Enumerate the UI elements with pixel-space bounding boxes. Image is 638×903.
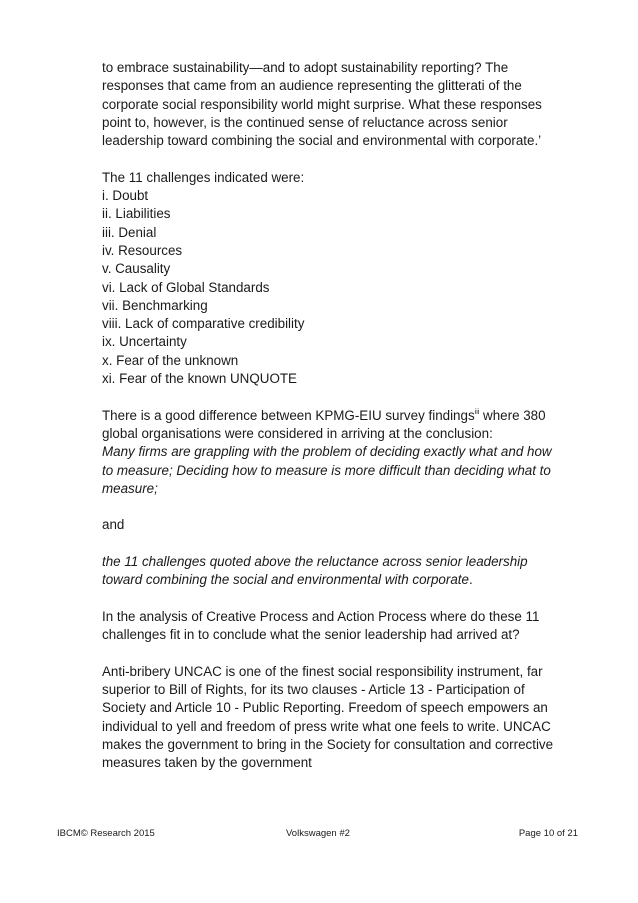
kpmg-text-b: where 380 global organisations were considered in arriving at the conclusion: [102,407,546,441]
challenge-item: i. Doubt [102,188,149,204]
challenge-item: vii. Benchmarking [102,297,208,313]
paragraph-uncac: Anti-bribery UNCAC is one of the finest social responsibility instrument, far superior to Bill of Rights, for its two clauses - Article 13 - Participation of Society and Article 10 - Public Reporting. Freedom of speech empowers an individual to yell and freedom of press write what one feels to write. UNCAC makes the government to bring in the Society for consultation and corrective measures taken by the government [102,663,554,771]
challenge-item: iv. Resources [102,242,183,258]
spacer [102,150,554,168]
spacer [102,535,554,553]
challenge-item: v. Causality [102,261,171,277]
period: . [468,572,473,588]
paragraph-analysis: In the analysis of Creative Process and Action Process where do these 11 challenges fit in to conclude what the senior leadership had arrived at? [102,608,540,643]
challenges-heading: The 11 challenges indicated were: [102,169,305,185]
challenge-item: vi. Lack of Global Standards [102,279,270,295]
and-text: and [102,517,125,533]
challenge-item: x. Fear of the unknown [102,352,239,368]
paragraph-intro: to embrace sustainability—and to adopt sustainability reporting? The responses that came from an audience representing the glitterati of the corporate social responsibility world might surprise. What these responses point to, however, is the continued sense of reluctance across senior leadership toward combining the social and environmental with corporate.’ [102,60,542,149]
kpmg-quote: Many firms are grappling with the problem of deciding exactly what and how to measure; Deciding how to measure is more difficult than deciding what to measure; [102,444,552,496]
challenge-item: iii. Denial [102,224,157,240]
footer-copyright: IBCM© Research 2015 [57,828,155,839]
challenge-item: viii. Lack of comparative credibility [102,316,305,332]
spacer [102,388,554,406]
challenge-item: ix. Uncertainty [102,334,187,350]
challenges-quote: the 11 challenges quoted above the reluctance across senior leadership toward combining the social and environmental with corporate [102,554,528,588]
footer-page-number: Page 10 of 21 [518,828,578,839]
paragraph-challenges-quote [102,553,554,590]
paragraph-kpmg [102,407,554,444]
spacer [102,590,554,608]
endnote-marker[interactable]: iii [474,408,480,416]
footer-title: Volkswagen #2 [286,828,350,839]
page-body [102,59,554,773]
challenge-item: ii. Liabilities [102,206,171,222]
spacer [102,645,554,663]
challenge-item: xi. Fear of the known UNQUOTE [102,371,297,387]
spacer [102,498,554,516]
kpmg-text-a: There is a good difference between KPMG-EIU survey findings [102,407,475,423]
